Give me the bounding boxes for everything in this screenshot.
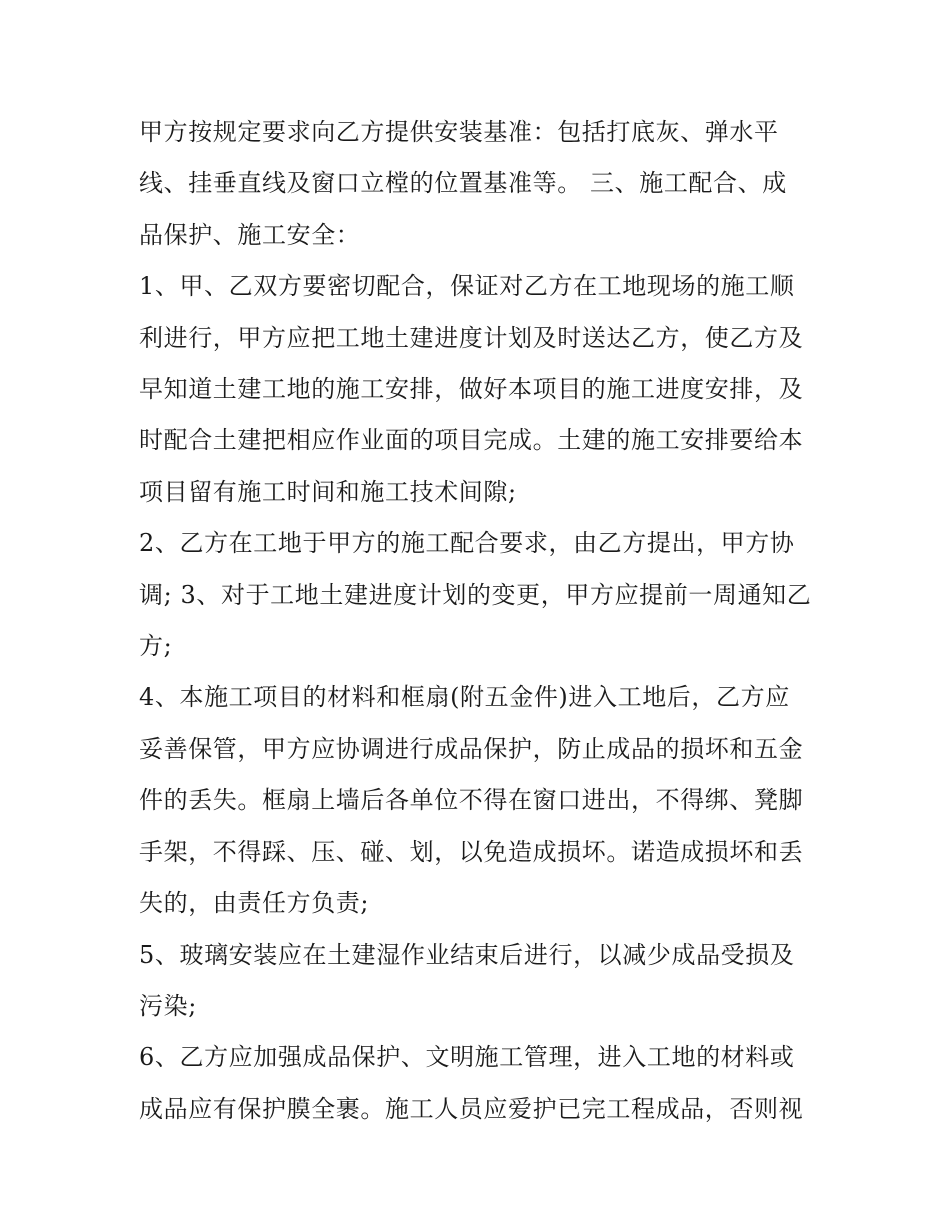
text-line: 甲方按规定要求向乙方提供安装基准：包括打底灰、弹水平 — [139, 118, 779, 146]
text-line: 成品应有保护膜全裹。施工人员应爱护已完工程成品，否则视 — [139, 1094, 804, 1123]
text-line: 妥善保管，甲方应协调进行成品保护，防止成品的损坏和五金 — [139, 734, 804, 763]
paragraph-clause-2-3 — [139, 518, 819, 672]
text-line: 调; 3、对于工地土建进度计划的变更，甲方应提前一周通知乙 — [139, 580, 812, 609]
paragraph-clause-5 — [139, 930, 819, 1033]
text-line: 6、乙方应加强成品保护、文明施工管理，进入工地的材料或 — [139, 1043, 795, 1072]
paragraph-clause-4 — [139, 672, 819, 929]
text-line: 2、乙方在工地于甲方的施工配合要求，由乙方提出，甲方协 — [139, 529, 795, 558]
text-line: 5、玻璃安装应在土建湿作业结束后进行，以减少成品受损及 — [139, 940, 795, 969]
paragraph-installation-baseline — [139, 107, 819, 261]
text-line: 手架，不得踩、压、碰、划，以免造成损坏。诺造成损坏和丢 — [139, 837, 804, 866]
paragraph-clause-6 — [139, 1032, 819, 1135]
text-line: 线、挂垂直线及窗口立樘的位置基准等。 三、施工配合、成 — [139, 169, 787, 198]
document-body — [139, 107, 819, 1135]
text-line: 利进行，甲方应把工地土建进度计划及时送达乙方，使乙方及 — [139, 323, 804, 352]
text-line: 4、本施工项目的材料和框扇(附五金件)进入工地后，乙方应 — [139, 683, 790, 712]
paragraph-clause-1 — [139, 261, 819, 518]
text-line: 品保护、施工安全： — [139, 220, 361, 249]
text-line: 项目留有施工时间和施工技术间隙; — [139, 477, 517, 506]
text-line: 早知道土建工地的施工安排，做好本项目的施工进度安排，及 — [139, 375, 804, 404]
text-line: 失的，由责任方负责; — [139, 889, 370, 918]
text-line: 时配合土建把相应作业面的项目完成。土建的施工安排要给本 — [139, 426, 804, 455]
text-line: 污染; — [139, 991, 197, 1020]
text-line: 件的丢失。框扇上墙后各单位不得在窗口进出，不得绑、凳脚 — [139, 786, 804, 815]
text-line: 方; — [139, 632, 173, 661]
text-line: 1、甲、乙双方要密切配合，保证对乙方在工地现场的施工顺 — [139, 272, 795, 301]
